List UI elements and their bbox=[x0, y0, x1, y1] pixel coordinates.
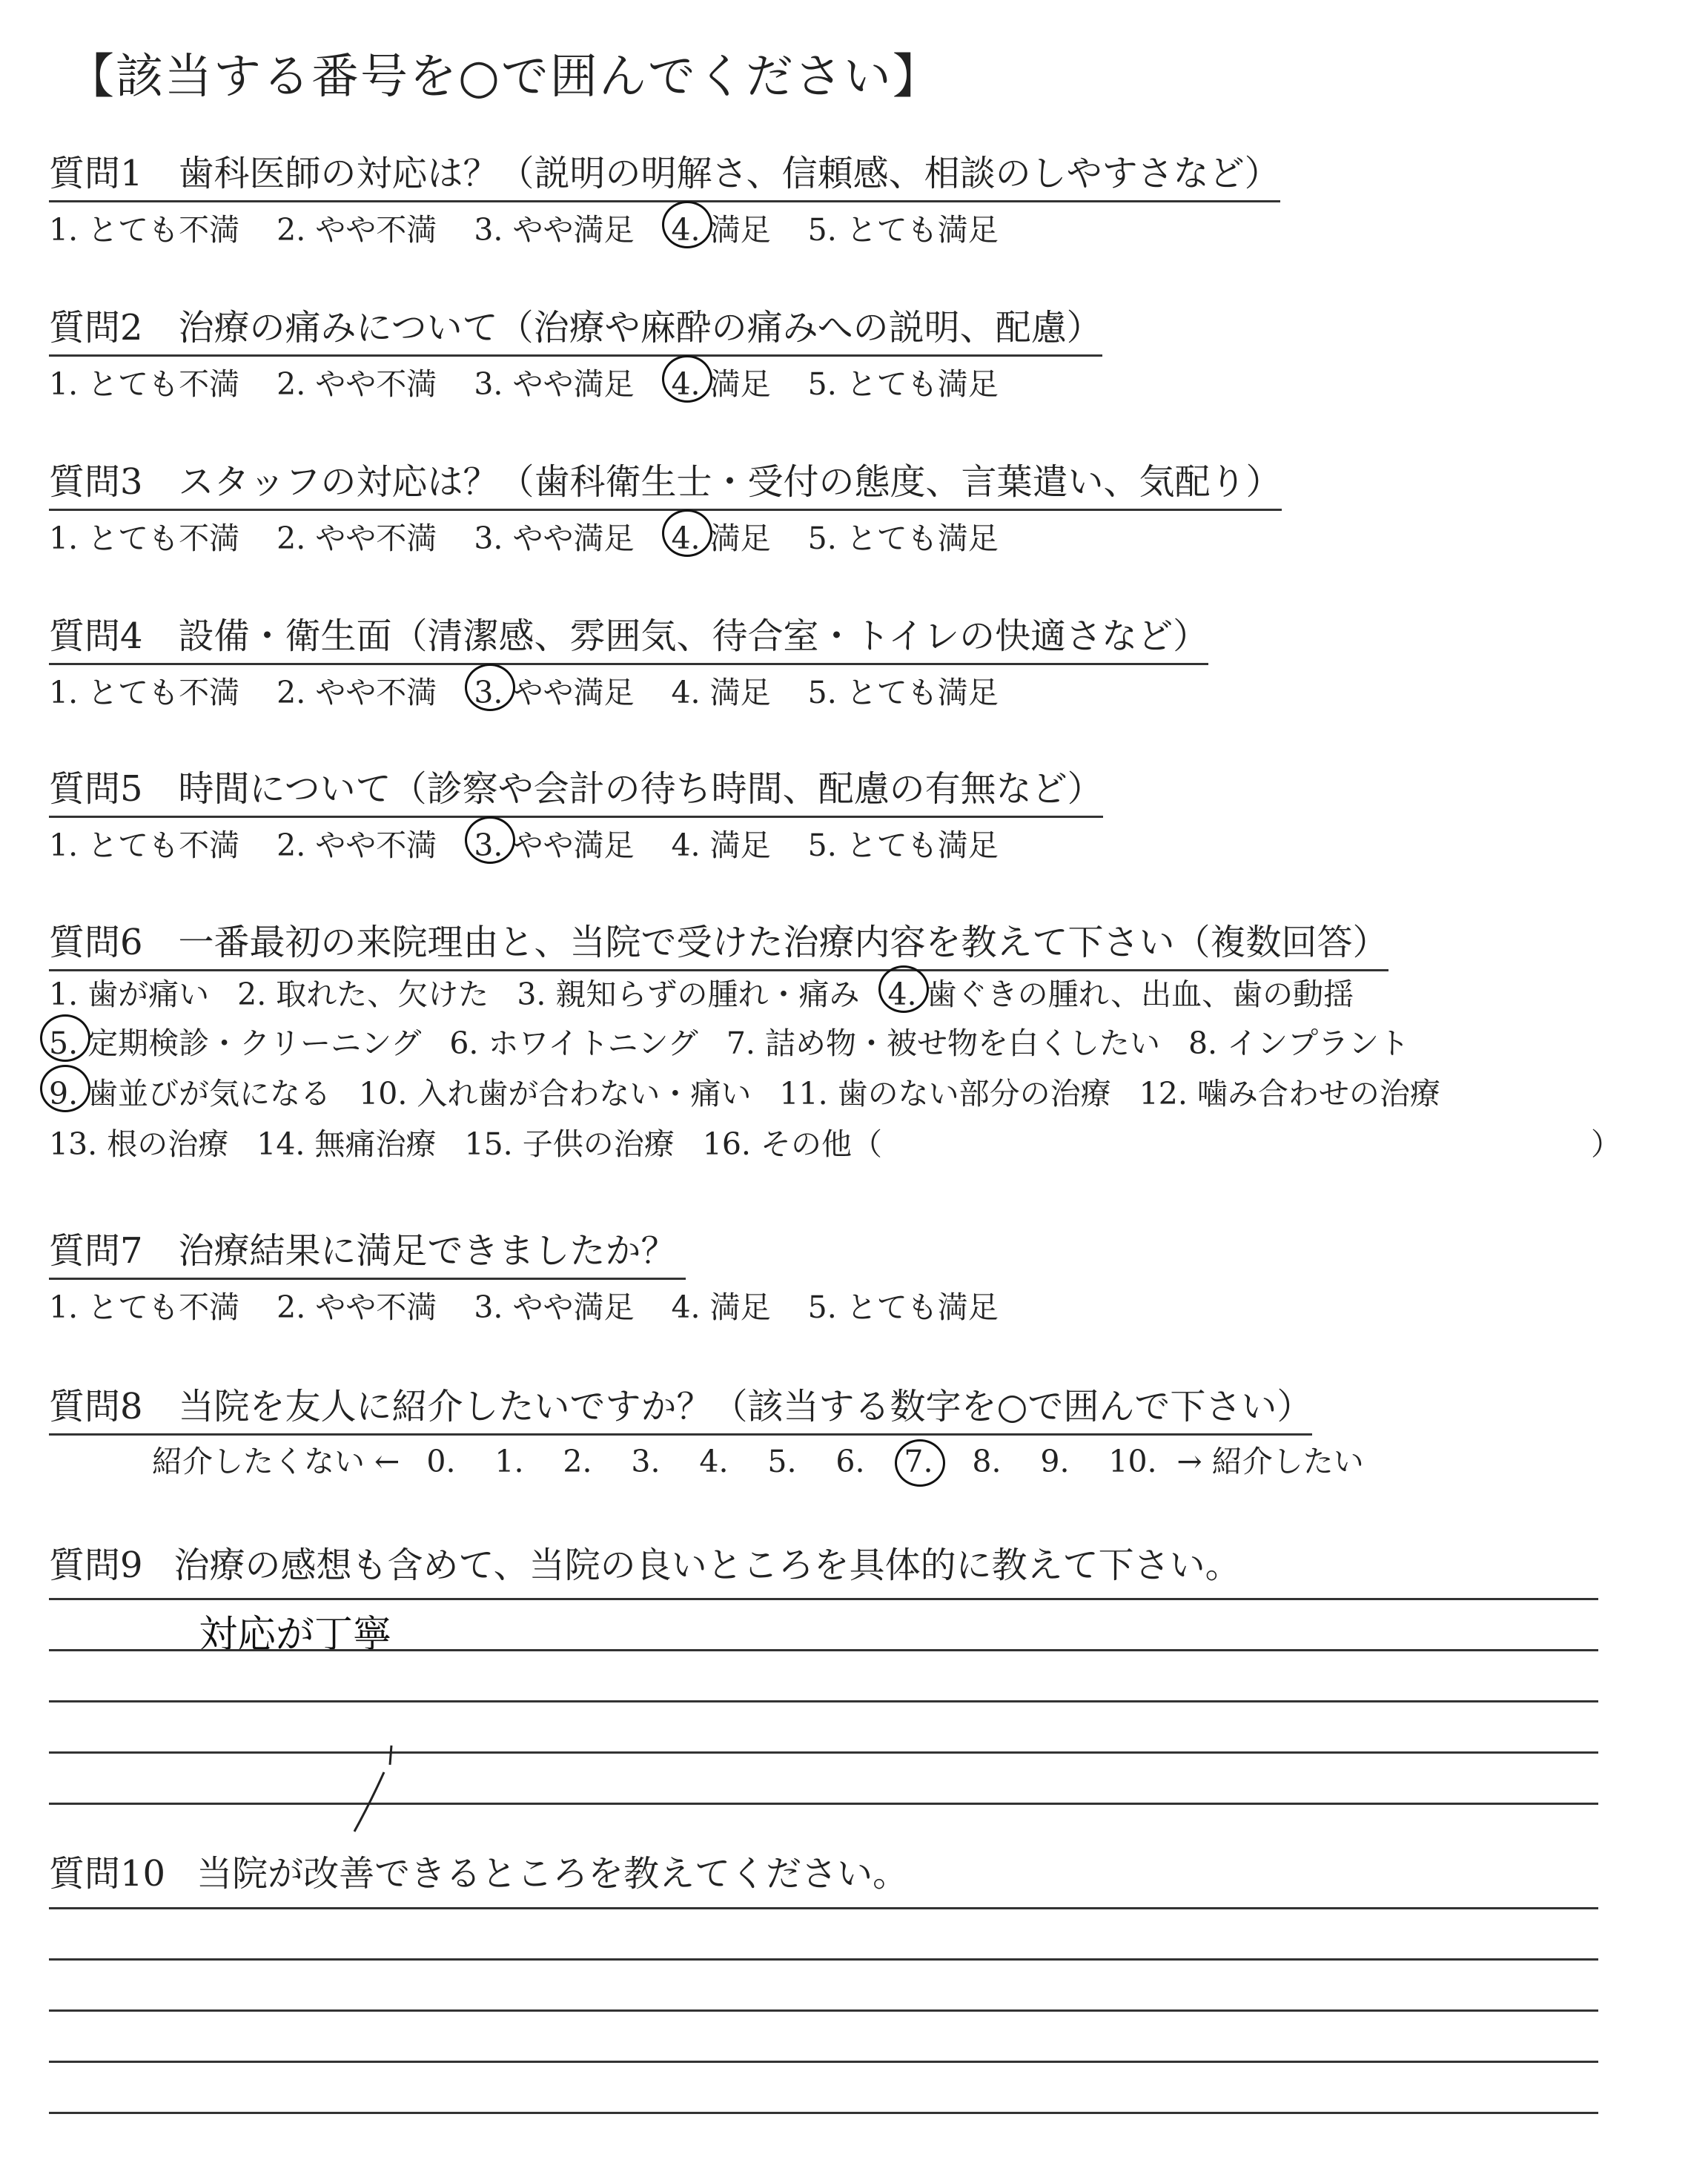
circle-mark bbox=[895, 1439, 945, 1487]
rating-option[interactable]: 4. 満足 bbox=[671, 1289, 771, 1325]
answer-line bbox=[49, 1700, 1598, 1702]
answer-line bbox=[49, 1751, 1598, 1754]
question-number: 質問9 bbox=[49, 1545, 143, 1586]
question-text: スタッフの対応は？（歯科衛生士・受付の態度、言葉遣い、気配り） bbox=[178, 461, 1282, 503]
circle-mark bbox=[662, 509, 712, 557]
question-1-heading bbox=[49, 145, 1280, 202]
rating-option[interactable]: 5. とても満足 bbox=[807, 828, 999, 863]
circle-mark bbox=[465, 816, 515, 864]
circle-mark bbox=[878, 965, 929, 1013]
rating-option[interactable]: 2. やや不満 bbox=[277, 366, 437, 402]
rating-option[interactable]: 5. とても満足 bbox=[807, 675, 999, 710]
question-7 bbox=[49, 1222, 1036, 1327]
treatment-option[interactable]: 10. 入れ歯が合わない・痛い bbox=[359, 1076, 752, 1112]
answer-line bbox=[49, 1958, 1598, 1961]
circle-mark bbox=[465, 664, 515, 711]
rating-option[interactable]: 4. 満足 bbox=[671, 360, 770, 403]
scale-number[interactable]: 8. bbox=[972, 1444, 1002, 1479]
rating-option[interactable]: 3. やや満足 bbox=[474, 212, 635, 248]
option-row bbox=[49, 1069, 1469, 1113]
question-7-heading bbox=[49, 1222, 686, 1280]
rating-option[interactable]: 1. とても不満 bbox=[49, 366, 240, 402]
answer-line bbox=[49, 1649, 1598, 1651]
question-2-heading bbox=[49, 299, 1102, 357]
rating-option[interactable]: 2. やや不満 bbox=[277, 1289, 437, 1325]
rating-option[interactable]: 5. とても満足 bbox=[807, 366, 999, 402]
treatment-option[interactable]: 13. 根の治療 bbox=[49, 1126, 229, 1162]
circle-mark bbox=[40, 1065, 90, 1112]
answer-line bbox=[49, 2112, 1598, 2114]
question-4 bbox=[49, 607, 1208, 712]
treatment-option[interactable]: 14. 無痛治療 bbox=[256, 1126, 437, 1162]
handwritten-answer: 対応が丁寧 bbox=[199, 1613, 392, 1657]
rating-option[interactable]: 5. とても満足 bbox=[807, 521, 999, 556]
option-row bbox=[49, 1019, 1437, 1063]
question-number: 質問6 bbox=[49, 922, 143, 963]
treatment-option[interactable]: 7. 詰め物・被せ物を白くしたい bbox=[726, 1025, 1160, 1061]
question-5-heading bbox=[49, 760, 1103, 818]
question-text: 当院が改善できるところを教えてください。 bbox=[196, 1853, 909, 1895]
scale-number[interactable]: 2. bbox=[563, 1444, 592, 1479]
question-number: 質問7 bbox=[49, 1230, 143, 1272]
other-close-paren: ） bbox=[1591, 1126, 1621, 1162]
question-3 bbox=[49, 453, 1282, 558]
answer-line bbox=[49, 2009, 1598, 2012]
scale-number[interactable]: 10. bbox=[1108, 1444, 1157, 1479]
rating-option[interactable]: 2. やや不満 bbox=[277, 521, 437, 556]
question-text: 当院を友人に紹介したいですか？（該当する数字を○で囲んで下さい） bbox=[178, 1386, 1313, 1427]
scale-number[interactable]: 4. bbox=[699, 1444, 729, 1479]
question-text: 治療の感想も含めて、当院の良いところを具体的に教えて下さい。 bbox=[173, 1545, 1241, 1586]
question-2 bbox=[49, 299, 1102, 403]
question-text: 歯科医師の対応は？（説明の明解さ、信頼感、相談のしやすさなど） bbox=[178, 153, 1280, 194]
treatment-option[interactable]: 3. 親知らずの腫れ・痛み bbox=[517, 977, 860, 1012]
rating-option[interactable]: 1. とても不満 bbox=[49, 675, 240, 710]
question-number: 質問8 bbox=[49, 1386, 143, 1427]
rating-option[interactable]: 4. 満足 bbox=[671, 205, 770, 249]
circle-mark bbox=[40, 1014, 90, 1062]
question-6-heading bbox=[49, 914, 1388, 971]
question-4-options bbox=[49, 668, 1208, 712]
rating-option[interactable]: 2. やや不満 bbox=[277, 675, 437, 710]
page-title: 【該当する番号を○で囲んでください】 bbox=[67, 50, 941, 105]
circle-mark bbox=[662, 201, 712, 248]
rating-option[interactable]: 5. とても満足 bbox=[807, 212, 999, 248]
question-6 bbox=[49, 914, 1388, 971]
option-row bbox=[49, 970, 1382, 1014]
treatment-option[interactable]: 9. 歯並びが気になる bbox=[49, 1069, 331, 1113]
question-text: 治療結果に満足できましたか？ bbox=[178, 1230, 677, 1272]
question-number: 質問5 bbox=[49, 768, 143, 810]
rating-option[interactable]: 3. やや満足 bbox=[474, 366, 635, 402]
rating-option[interactable]: 5. とても満足 bbox=[807, 1289, 999, 1325]
treatment-option[interactable]: 16. その他（ bbox=[702, 1126, 882, 1162]
question-3-options bbox=[49, 514, 1282, 558]
question-5-options bbox=[49, 821, 1103, 865]
treatment-option[interactable]: 11. 歯のない部分の治療 bbox=[779, 1076, 1111, 1112]
scale-number[interactable]: 7. bbox=[904, 1444, 972, 1479]
question-2-options bbox=[49, 360, 1102, 403]
question-text: 設備・衛生面（清潔感、雰囲気、待合室・トイレの快適さなど） bbox=[178, 615, 1209, 657]
treatment-option[interactable]: 1. 歯が痛い bbox=[49, 977, 210, 1012]
question-1 bbox=[49, 145, 1280, 249]
treatment-option[interactable]: 15. 子供の治療 bbox=[464, 1126, 675, 1162]
question-1-options bbox=[49, 205, 1280, 249]
question-number: 質問3 bbox=[49, 461, 143, 503]
question-number: 質問1 bbox=[49, 153, 143, 194]
rating-option[interactable]: 4. 満足 bbox=[671, 675, 771, 710]
scale-left-label: 紹介したくない ← bbox=[152, 1444, 400, 1479]
scale-number[interactable]: 5. bbox=[767, 1444, 797, 1479]
pen-stroke bbox=[348, 1743, 393, 1839]
scale-number[interactable]: 9. bbox=[1040, 1444, 1070, 1479]
question-8-scale bbox=[152, 1437, 1364, 1481]
answer-line bbox=[49, 1598, 1598, 1600]
rating-option[interactable]: 2. やや不満 bbox=[277, 212, 437, 248]
answer-line bbox=[49, 1907, 1598, 1909]
question-8 bbox=[49, 1378, 1312, 1436]
rating-option[interactable]: 1. とても不満 bbox=[49, 828, 240, 863]
answer-line bbox=[49, 1803, 1598, 1805]
treatment-option[interactable]: 8. インプラント bbox=[1188, 1025, 1410, 1061]
scale-number[interactable]: 1. bbox=[494, 1444, 524, 1479]
rating-option[interactable]: 4. 満足 bbox=[671, 828, 771, 863]
treatment-option[interactable]: 6. ホワイトニング bbox=[449, 1025, 698, 1061]
treatment-option[interactable]: 2. 取れた、欠けた bbox=[237, 977, 489, 1012]
question-5 bbox=[49, 760, 1103, 865]
option-row bbox=[49, 1120, 1621, 1163]
question-4-heading bbox=[49, 607, 1208, 665]
rating-option[interactable]: 3. やや満足 bbox=[474, 521, 635, 556]
question-number: 質問2 bbox=[49, 307, 143, 349]
question-text: 時間について（診察や会計の待ち時間、配慮の有無など） bbox=[178, 768, 1103, 810]
scale-number[interactable]: 6. bbox=[835, 1444, 865, 1479]
question-9 bbox=[49, 1536, 1241, 1588]
treatment-option[interactable]: 12. 噛み合わせの治療 bbox=[1139, 1076, 1440, 1112]
question-text: 一番最初の来院理由と、当院で受けた治療内容を教えて下さい（複数回答） bbox=[178, 922, 1388, 963]
question-number: 質問10 bbox=[49, 1853, 166, 1895]
question-number: 質問4 bbox=[49, 615, 143, 657]
scale-right-label: → 紹介したい bbox=[1176, 1444, 1364, 1479]
question-text: 治療の痛みについて（治療や麻酔の痛みへの説明、配慮） bbox=[178, 307, 1102, 349]
rating-option[interactable]: 3. やや満足 bbox=[474, 668, 634, 712]
rating-option[interactable]: 2. やや不満 bbox=[277, 828, 437, 863]
answer-line bbox=[49, 2061, 1598, 2063]
rating-option[interactable]: 1. とても不満 bbox=[49, 1289, 240, 1325]
scale-number[interactable]: 0. bbox=[426, 1444, 456, 1479]
question-8-heading bbox=[49, 1378, 1312, 1436]
rating-option[interactable]: 1. とても不満 bbox=[49, 212, 240, 248]
question-10 bbox=[49, 1845, 908, 1896]
scale-number[interactable]: 3. bbox=[631, 1444, 661, 1479]
rating-option[interactable]: 3. やや満足 bbox=[474, 821, 634, 865]
rating-option[interactable]: 3. やや満足 bbox=[474, 1289, 635, 1325]
question-3-heading bbox=[49, 453, 1282, 511]
question-7-options bbox=[49, 1283, 1036, 1327]
circle-mark bbox=[662, 355, 712, 403]
rating-option[interactable]: 4. 満足 bbox=[671, 514, 770, 558]
rating-option[interactable]: 1. とても不満 bbox=[49, 521, 240, 556]
treatment-option[interactable]: 4. 歯ぐきの腫れ、出血、歯の動揺 bbox=[887, 970, 1354, 1014]
treatment-option[interactable]: 5. 定期検診・クリーニング bbox=[49, 1019, 421, 1063]
